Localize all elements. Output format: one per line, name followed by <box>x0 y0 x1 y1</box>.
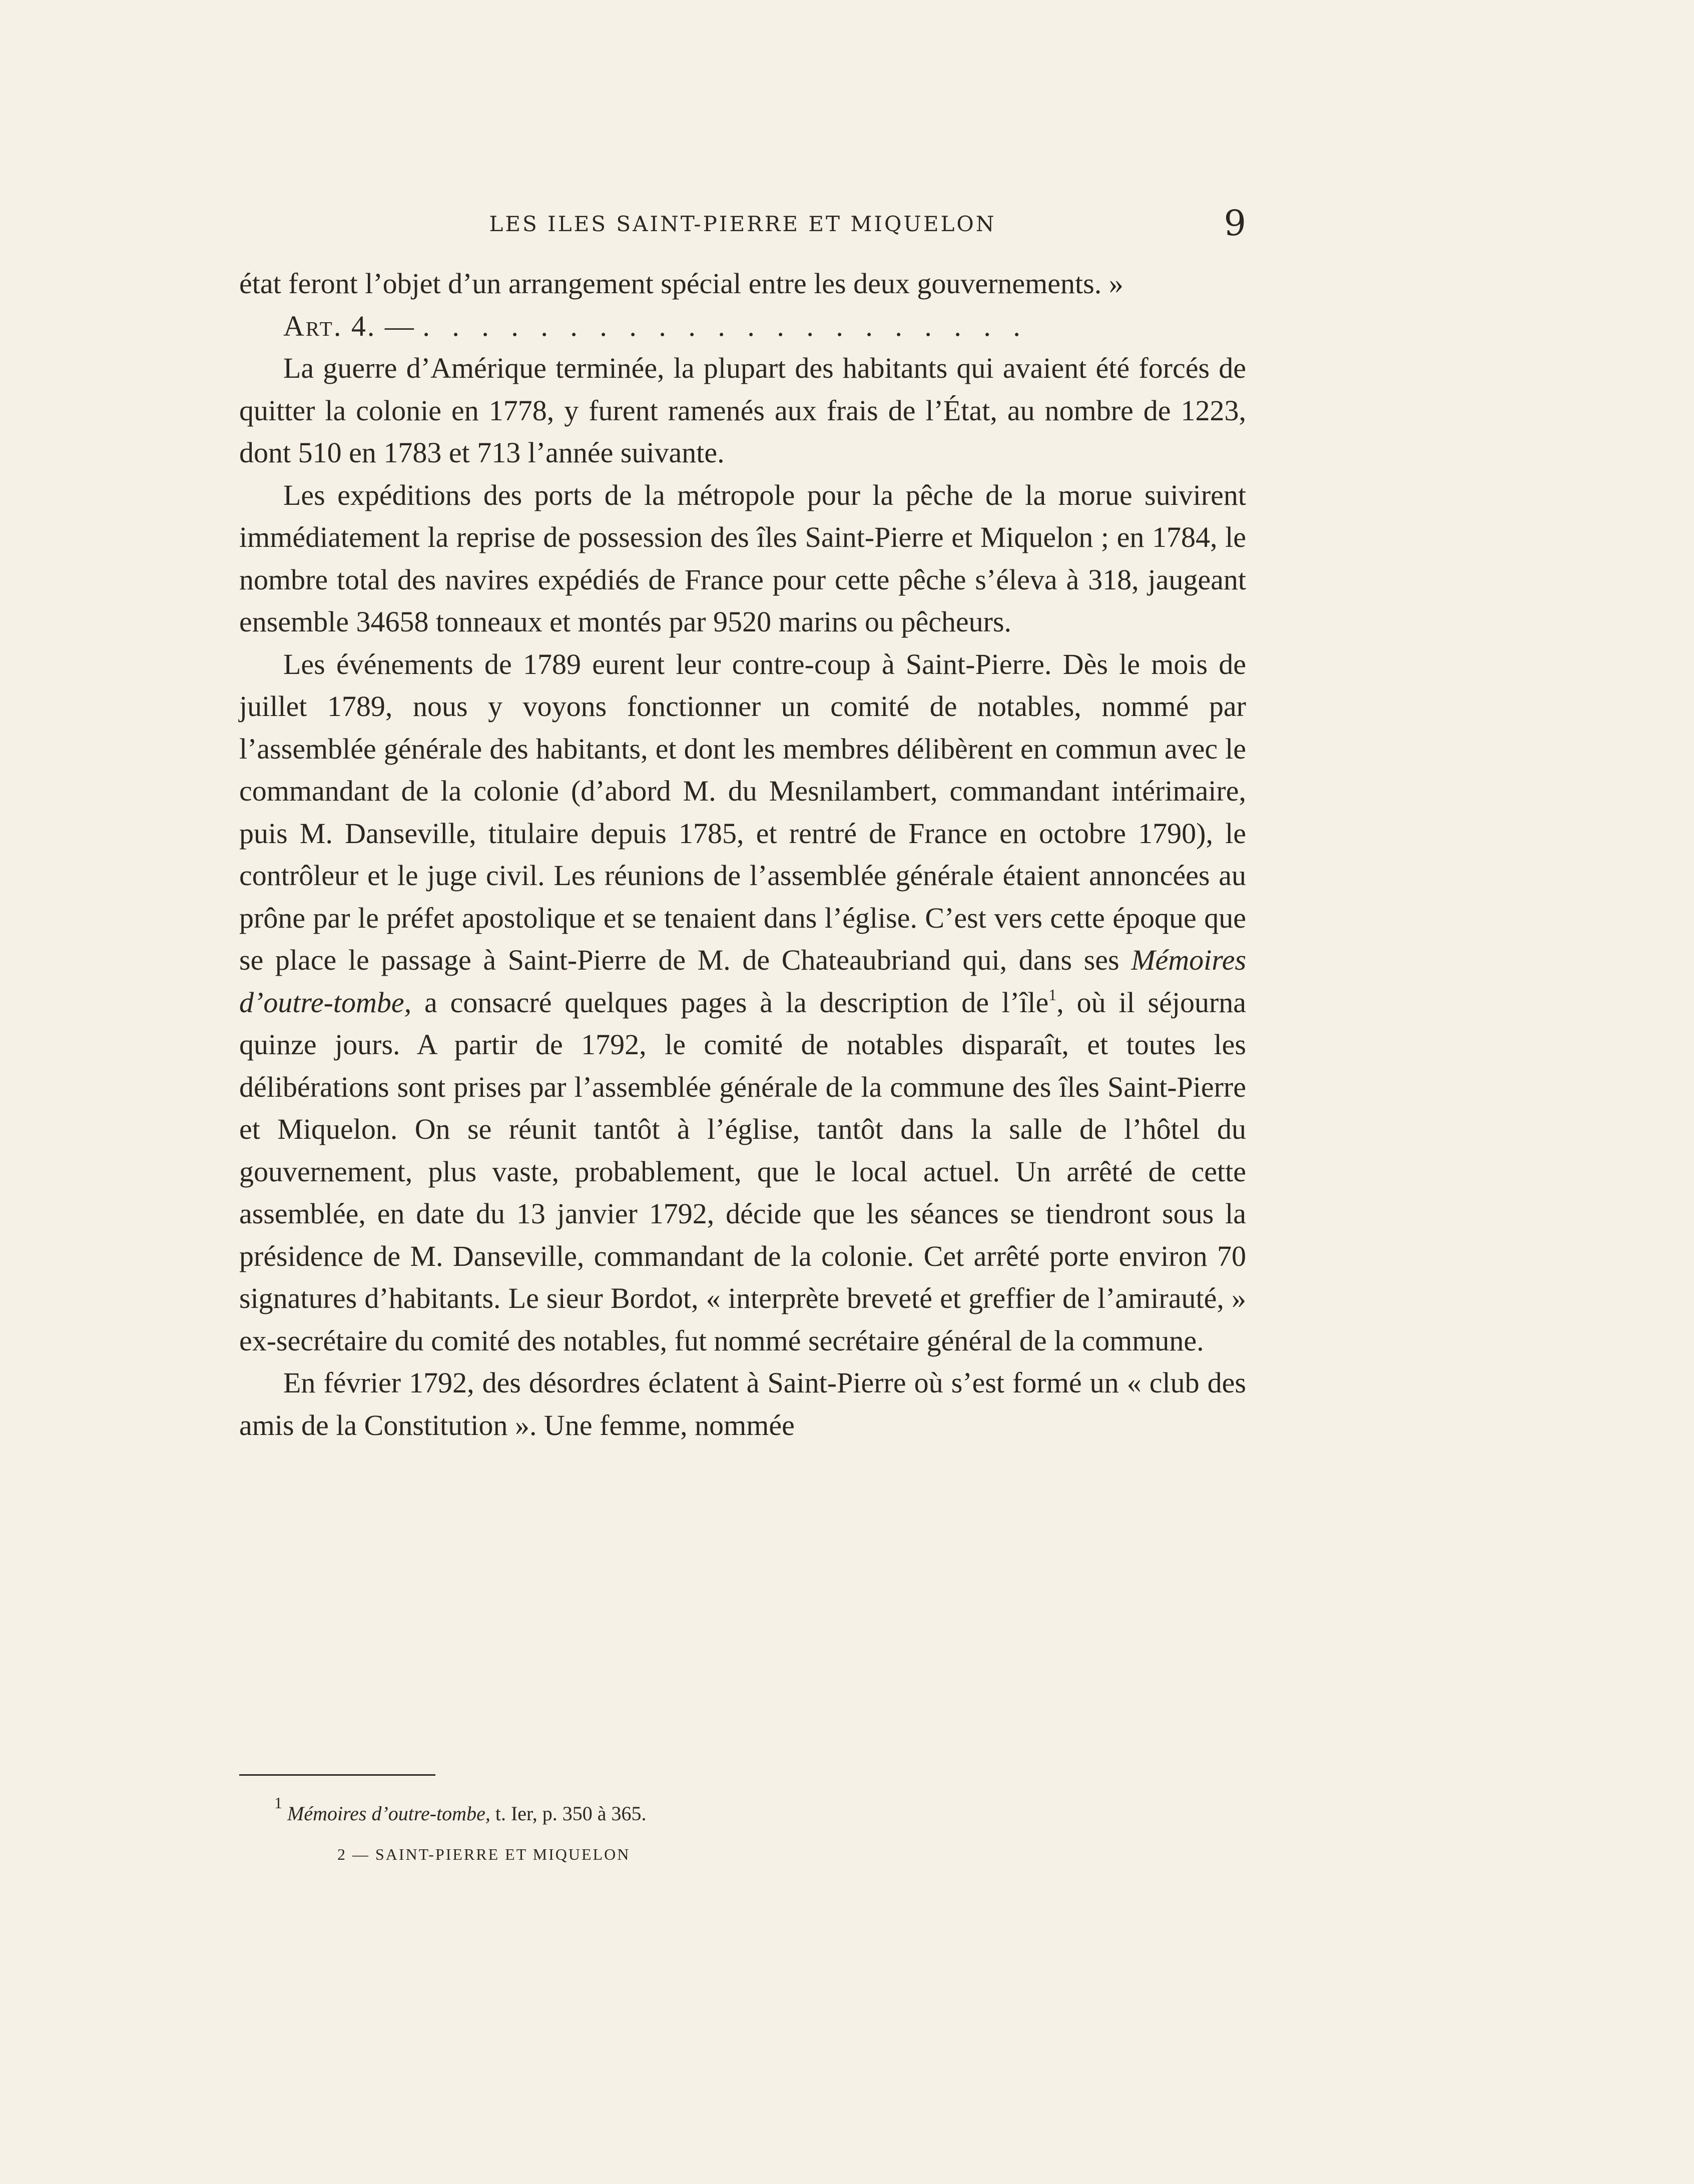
paragraph-text: a consacré quelques pages à la description de l’île <box>411 986 1049 1019</box>
paragraph: En février 1792, des désordres éclatent à Saint-Pierre où s’est formé un « club des amis de la Constitution ». Une femme, nommée <box>239 1366 1246 1441</box>
page-number: 9 <box>1224 203 1246 244</box>
footnote-reference: 1 <box>1048 985 1057 1004</box>
paragraph: La guerre d’Amérique terminée, la plupart des habitants qui avaient été forcés de quitter la colonie en 1778, y furent ramenés aux frais de l’État, au nombre de 1223, dont 510 en 1783 et 713 l’année suivante. <box>239 352 1246 469</box>
article-label: Art. 4. — <box>283 309 415 342</box>
body-text <box>239 263 1246 1446</box>
paragraph-text: Les événements de 1789 eurent leur contre-coup à Saint-Pierre. Dès le mois de juillet 1789, nous y voyons fonctionner un comité de notables, nommé par l’assemblée générale des habitants, et dont les membres délibèrent en commun avec le commandant de la colonie (d’abord M. du Mesnilambert, commandant intérimaire, puis M. Danseville, titulaire depuis 1785, et rentré de France en octobre 1790), le contrôleur et le juge civil. Les réunions de l’assemblée générale étaient annoncées au prône par le préfet apostolique et se tenaient dans l’église. C’est vers cette époque que se place le passage à Saint-Pierre de M. de Chateaubriand qui, dans ses <box>239 647 1246 976</box>
running-head <box>239 203 1246 243</box>
footnote-divider <box>239 1774 435 1776</box>
footnote-reference-text: t. Ier, p. 350 à 365. <box>490 1802 647 1825</box>
paragraph-text: , où il séjourna quinze jours. A partir de 1792, le comité de notables disparaît, et toutes les délibérations sont prises par l’assemblée générale de la commune des îles Saint-Pierre et Miquelon. On se réunit tantôt à l’église, tantôt dans la salle de l’hôtel du gouvernement, plus vaste, probablement, que le local actuel. Un arrêté de cette assemblée, en date du 13 janvier 1792, décide que les séances se tiendront sous la présidence de M. Danseville, commandant de la colonie. Cet arrêté porte environ 70 signatures d’habitants. Le sieur Bordot, « interprète breveté et greffier de l’amirauté, » ex-secrétaire du comité des notables, fut nommé secrétaire général de la commune. <box>239 986 1247 1357</box>
running-title: LES ILES SAINT-PIERRE ET MIQUELON <box>489 212 996 236</box>
printer-signature: 2 — SAINT-PIERRE ET MIQUELON <box>337 1845 631 1863</box>
footnote-number: 1 <box>274 1794 282 1812</box>
article-ellipsis: . . . . . . . . . . . . . . . . . . . . . <box>422 309 1028 342</box>
book-title: Mémoires d’outre-tombe, <box>239 944 1247 1019</box>
footnote <box>274 1794 1175 1826</box>
paragraph-continuation: état feront l’objet d’un arrangement spécial entre les deux gouvernements. » <box>239 267 1123 300</box>
paragraph: Les expéditions des ports de la métropole pour la pêche de la morue suivirent immédiatement la reprise de possession des îles Saint-Pierre et Miquelon ; en 1784, le nombre total des navires expédiés de France pour cette pêche s’éleva à 318, jaugeant ensemble 34658 tonneaux et montés par 9520 marins ou pêcheurs. <box>239 478 1246 638</box>
article-line <box>239 305 1246 348</box>
paragraph <box>239 643 1246 1362</box>
footnote-title: Mémoires d’outre-tombe, <box>287 1802 490 1825</box>
